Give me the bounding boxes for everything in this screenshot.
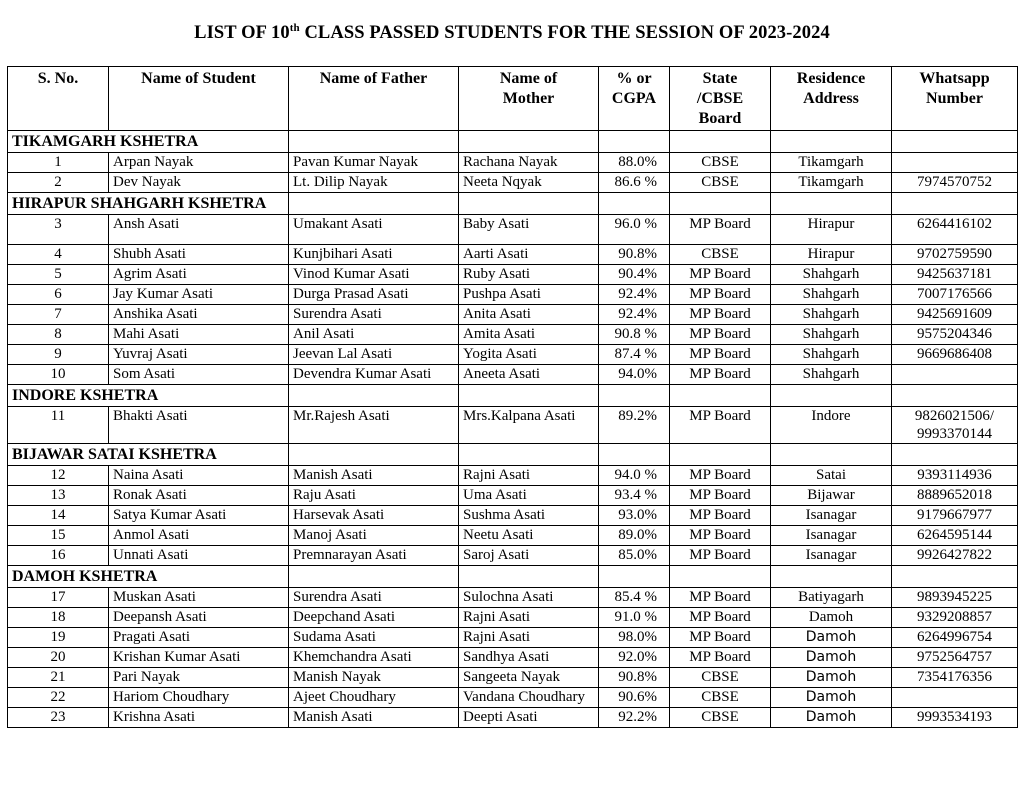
cell-sno: 8 <box>8 325 109 345</box>
students-table <box>7 66 1018 728</box>
table-row <box>8 708 1018 728</box>
cell-mother: Deepti Asati <box>459 708 599 728</box>
cell-whatsapp <box>892 688 1018 708</box>
cell-score: 92.0% <box>599 648 670 668</box>
table-row <box>8 173 1018 193</box>
section-empty-cell <box>670 385 771 407</box>
cell-board: MP Board <box>670 325 771 345</box>
cell-sno: 5 <box>8 265 109 285</box>
cell-mother: Ruby Asati <box>459 265 599 285</box>
cell-mother: Uma Asati <box>459 486 599 506</box>
section-empty-cell <box>599 385 670 407</box>
cell-board: MP Board <box>670 345 771 365</box>
cell-sno: 17 <box>8 588 109 608</box>
cell-address: Shahgarh <box>771 285 892 305</box>
cell-student: Bhakti Asati <box>109 407 289 444</box>
cell-whatsapp: 6264996754 <box>892 628 1018 648</box>
section-empty-cell <box>599 444 670 466</box>
cell-sno: 7 <box>8 305 109 325</box>
cell-board: MP Board <box>670 608 771 628</box>
cell-student: Jay Kumar Asati <box>109 285 289 305</box>
cell-whatsapp: 6264416102 <box>892 215 1018 245</box>
cell-student: Agrim Asati <box>109 265 289 285</box>
cell-father: Devendra Kumar Asati <box>289 365 459 385</box>
header-mother-line2: Mother <box>502 90 555 107</box>
cell-father: Umakant Asati <box>289 215 459 245</box>
table-row <box>8 265 1018 285</box>
cell-mother: Rajni Asati <box>459 466 599 486</box>
section-empty-cell <box>670 566 771 588</box>
cell-whatsapp: 9179667977 <box>892 506 1018 526</box>
cell-student: Pragati Asati <box>109 628 289 648</box>
cell-score: 92.4% <box>599 305 670 325</box>
cell-board: CBSE <box>670 153 771 173</box>
cell-father: Mr.Rajesh Asati <box>289 407 459 444</box>
cell-mother: Rajni Asati <box>459 608 599 628</box>
cell-whatsapp: 9669686408 <box>892 345 1018 365</box>
section-row <box>8 193 1018 215</box>
cell-student: Pari Nayak <box>109 668 289 688</box>
cell-board: MP Board <box>670 526 771 546</box>
table-row <box>8 668 1018 688</box>
cell-whatsapp: 9893945225 <box>892 588 1018 608</box>
cell-score: 88.0% <box>599 153 670 173</box>
cell-address: Shahgarh <box>771 345 892 365</box>
header-student: Name of Student <box>109 67 289 131</box>
cell-board: CBSE <box>670 708 771 728</box>
header-mother <box>459 67 599 131</box>
cell-board: MP Board <box>670 285 771 305</box>
cell-father: Surendra Asati <box>289 305 459 325</box>
header-father: Name of Father <box>289 67 459 131</box>
header-board-line1: State <box>702 70 738 87</box>
section-empty-cell <box>892 193 1018 215</box>
section-empty-cell <box>599 193 670 215</box>
cell-student: Yuvraj Asati <box>109 345 289 365</box>
cell-address: Hirapur <box>771 245 892 265</box>
table-row <box>8 466 1018 486</box>
cell-mother: Aarti Asati <box>459 245 599 265</box>
cell-address: Isanagar <box>771 546 892 566</box>
cell-whatsapp: 7007176566 <box>892 285 1018 305</box>
cell-board: MP Board <box>670 486 771 506</box>
section-empty-cell <box>892 131 1018 153</box>
cell-student: Som Asati <box>109 365 289 385</box>
cell-mother: Sangeeta Nayak <box>459 668 599 688</box>
cell-father: Raju Asati <box>289 486 459 506</box>
table-header-row <box>8 67 1018 131</box>
header-whatsapp <box>892 67 1018 131</box>
cell-student: Naina Asati <box>109 466 289 486</box>
cell-address: Damoh <box>771 708 892 728</box>
section-empty-cell <box>892 385 1018 407</box>
cell-mother: Mrs.Kalpana Asati <box>459 407 599 444</box>
cell-mother: Saroj Asati <box>459 546 599 566</box>
table-row <box>8 628 1018 648</box>
header-mother-line1: Name of <box>499 70 558 87</box>
cell-board: MP Board <box>670 466 771 486</box>
table-row <box>8 608 1018 628</box>
cell-sno: 10 <box>8 365 109 385</box>
cell-father: Surendra Asati <box>289 588 459 608</box>
cell-score: 94.0% <box>599 365 670 385</box>
cell-board: MP Board <box>670 628 771 648</box>
header-board <box>670 67 771 131</box>
table-row <box>8 285 1018 305</box>
section-empty-cell <box>599 566 670 588</box>
cell-sno: 9 <box>8 345 109 365</box>
cell-board: MP Board <box>670 648 771 668</box>
header-whatsapp-line2: Number <box>926 90 983 107</box>
cell-father: Manish Nayak <box>289 668 459 688</box>
cell-whatsapp: 9575204346 <box>892 325 1018 345</box>
cell-sno: 16 <box>8 546 109 566</box>
cell-mother: Baby Asati <box>459 215 599 245</box>
cell-student: Ronak Asati <box>109 486 289 506</box>
cell-score: 85.0% <box>599 546 670 566</box>
cell-board: CBSE <box>670 668 771 688</box>
cell-student: Unnati Asati <box>109 546 289 566</box>
cell-address: Tikamgarh <box>771 153 892 173</box>
cell-father: Durga Prasad Asati <box>289 285 459 305</box>
cell-board: MP Board <box>670 506 771 526</box>
section-empty-cell <box>771 131 892 153</box>
cell-mother: Anita Asati <box>459 305 599 325</box>
table-row <box>8 345 1018 365</box>
cell-board: MP Board <box>670 407 771 444</box>
cell-sno: 4 <box>8 245 109 265</box>
cell-student: Dev Nayak <box>109 173 289 193</box>
cell-father: Deepchand Asati <box>289 608 459 628</box>
cell-father: Vinod Kumar Asati <box>289 265 459 285</box>
cell-score: 91.0 % <box>599 608 670 628</box>
cell-sno: 15 <box>8 526 109 546</box>
section-empty-cell <box>289 131 459 153</box>
table-row <box>8 648 1018 668</box>
table-row <box>8 215 1018 245</box>
cell-sno: 2 <box>8 173 109 193</box>
cell-mother: Rachana Nayak <box>459 153 599 173</box>
section-empty-cell <box>459 566 599 588</box>
cell-sno: 13 <box>8 486 109 506</box>
cell-sno: 6 <box>8 285 109 305</box>
cell-score: 98.0% <box>599 628 670 648</box>
cell-father: Manish Asati <box>289 708 459 728</box>
table-row <box>8 526 1018 546</box>
section-row <box>8 444 1018 466</box>
cell-board: MP Board <box>670 215 771 245</box>
cell-address: Damoh <box>771 628 892 648</box>
cell-mother: Vandana Choudhary <box>459 688 599 708</box>
table-row <box>8 365 1018 385</box>
cell-mother: Sushma Asati <box>459 506 599 526</box>
cell-score: 90.6% <box>599 688 670 708</box>
section-empty-cell <box>892 444 1018 466</box>
table-row <box>8 407 1018 444</box>
cell-sno: 23 <box>8 708 109 728</box>
cell-mother: Aneeta Asati <box>459 365 599 385</box>
section-empty-cell <box>771 444 892 466</box>
cell-whatsapp: 9993534193 <box>892 708 1018 728</box>
cell-father: Anil Asati <box>289 325 459 345</box>
cell-score: 93.0% <box>599 506 670 526</box>
cell-board: CBSE <box>670 173 771 193</box>
cell-student: Anshika Asati <box>109 305 289 325</box>
section-empty-cell <box>459 385 599 407</box>
section-empty-cell <box>289 566 459 588</box>
cell-father: Sudama Asati <box>289 628 459 648</box>
section-name: INDORE KSHETRA <box>8 385 289 407</box>
cell-sno: 21 <box>8 668 109 688</box>
cell-student: Arpan Nayak <box>109 153 289 173</box>
cell-sno: 12 <box>8 466 109 486</box>
cell-score: 90.4% <box>599 265 670 285</box>
table-row <box>8 486 1018 506</box>
cell-board: CBSE <box>670 688 771 708</box>
cell-sno: 19 <box>8 628 109 648</box>
cell-address: Damoh <box>771 668 892 688</box>
cell-mother: Yogita Asati <box>459 345 599 365</box>
title-superscript: th <box>289 22 300 34</box>
cell-father: Kunjbihari Asati <box>289 245 459 265</box>
cell-board: CBSE <box>670 245 771 265</box>
cell-score: 85.4 % <box>599 588 670 608</box>
section-name: BIJAWAR SATAI KSHETRA <box>8 444 289 466</box>
cell-address: Shahgarh <box>771 325 892 345</box>
section-empty-cell <box>670 444 771 466</box>
cell-address: Shahgarh <box>771 365 892 385</box>
section-empty-cell <box>289 193 459 215</box>
cell-mother: Pushpa Asati <box>459 285 599 305</box>
cell-student: Anmol Asati <box>109 526 289 546</box>
cell-mother: Amita Asati <box>459 325 599 345</box>
cell-address: Shahgarh <box>771 265 892 285</box>
cell-whatsapp: 9393114936 <box>892 466 1018 486</box>
cell-score: 89.0% <box>599 526 670 546</box>
cell-score: 90.8 % <box>599 325 670 345</box>
cell-whatsapp: 9425637181 <box>892 265 1018 285</box>
cell-father: Khemchandra Asati <box>289 648 459 668</box>
cell-sno: 1 <box>8 153 109 173</box>
cell-student: Krishan Kumar Asati <box>109 648 289 668</box>
cell-whatsapp: 8889652018 <box>892 486 1018 506</box>
cell-whatsapp: 9752564757 <box>892 648 1018 668</box>
cell-father: Jeevan Lal Asati <box>289 345 459 365</box>
section-row <box>8 566 1018 588</box>
cell-score: 96.0 % <box>599 215 670 245</box>
cell-whatsapp <box>892 365 1018 385</box>
cell-student: Krishna Asati <box>109 708 289 728</box>
header-cgpa-line1: % or <box>616 70 652 87</box>
section-empty-cell <box>459 444 599 466</box>
section-empty-cell <box>289 444 459 466</box>
cell-mother: Neeta Nqyak <box>459 173 599 193</box>
cell-board: MP Board <box>670 588 771 608</box>
cell-address: Shahgarh <box>771 305 892 325</box>
cell-score: 92.2% <box>599 708 670 728</box>
header-whatsapp-line1: Whatsapp <box>919 70 990 87</box>
cell-student: Hariom Choudhary <box>109 688 289 708</box>
header-address-line2: Address <box>803 90 859 107</box>
cell-score: 94.0 % <box>599 466 670 486</box>
cell-sno: 20 <box>8 648 109 668</box>
cell-sno: 11 <box>8 407 109 444</box>
cell-mother: Sandhya Asati <box>459 648 599 668</box>
cell-whatsapp: 9826021506/ 9993370144 <box>892 407 1018 444</box>
cell-father: Manoj Asati <box>289 526 459 546</box>
title-prefix: LIST OF 10 <box>194 23 290 44</box>
cell-board: MP Board <box>670 265 771 285</box>
cell-score: 87.4 % <box>599 345 670 365</box>
cell-mother: Rajni Asati <box>459 628 599 648</box>
header-address-line1: Residence <box>796 70 866 87</box>
cell-student: Satya Kumar Asati <box>109 506 289 526</box>
cell-father: Manish Asati <box>289 466 459 486</box>
cell-sno: 14 <box>8 506 109 526</box>
table-row <box>8 325 1018 345</box>
cell-address: Isanagar <box>771 506 892 526</box>
section-empty-cell <box>599 131 670 153</box>
cell-father: Pavan Kumar Nayak <box>289 153 459 173</box>
cell-sno: 3 <box>8 215 109 245</box>
table-row <box>8 588 1018 608</box>
header-board-line3: Board <box>698 110 742 127</box>
cell-score: 89.2% <box>599 407 670 444</box>
page-title <box>0 22 1024 44</box>
cell-sno: 18 <box>8 608 109 628</box>
section-empty-cell <box>892 566 1018 588</box>
cell-whatsapp: 7354176356 <box>892 668 1018 688</box>
header-cgpa <box>599 67 670 131</box>
section-row <box>8 131 1018 153</box>
cell-whatsapp: 9329208857 <box>892 608 1018 628</box>
section-empty-cell <box>771 566 892 588</box>
cell-address: Damoh <box>771 688 892 708</box>
cell-sno: 22 <box>8 688 109 708</box>
cell-father: Lt. Dilip Nayak <box>289 173 459 193</box>
table-row <box>8 688 1018 708</box>
cell-father: Ajeet Choudhary <box>289 688 459 708</box>
cell-address: Bijawar <box>771 486 892 506</box>
section-name: TIKAMGARH KSHETRA <box>8 131 289 153</box>
section-row <box>8 385 1018 407</box>
table-row <box>8 506 1018 526</box>
header-cgpa-line2: CGPA <box>611 90 657 107</box>
cell-whatsapp: 6264595144 <box>892 526 1018 546</box>
section-name: DAMOH KSHETRA <box>8 566 289 588</box>
cell-address: Isanagar <box>771 526 892 546</box>
cell-board: MP Board <box>670 546 771 566</box>
table-row <box>8 305 1018 325</box>
section-name: HIRAPUR SHAHGARH KSHETRA <box>8 193 289 215</box>
section-empty-cell <box>670 193 771 215</box>
cell-whatsapp: 7974570752 <box>892 173 1018 193</box>
cell-score: 90.8% <box>599 668 670 688</box>
section-empty-cell <box>670 131 771 153</box>
table-row <box>8 245 1018 265</box>
cell-address: Hirapur <box>771 215 892 245</box>
cell-board: MP Board <box>670 365 771 385</box>
cell-student: Mahi Asati <box>109 325 289 345</box>
cell-address: Satai <box>771 466 892 486</box>
header-sno: S. No. <box>8 67 109 131</box>
section-empty-cell <box>771 385 892 407</box>
cell-mother: Sulochna Asati <box>459 588 599 608</box>
cell-address: Damoh <box>771 648 892 668</box>
section-empty-cell <box>289 385 459 407</box>
header-board-line2: /CBSE <box>696 90 744 107</box>
cell-whatsapp: 9702759590 <box>892 245 1018 265</box>
table-row <box>8 153 1018 173</box>
table-row <box>8 546 1018 566</box>
cell-student: Ansh Asati <box>109 215 289 245</box>
cell-score: 93.4 % <box>599 486 670 506</box>
title-suffix: CLASS PASSED STUDENTS FOR THE SESSION OF 2023-2024 <box>299 23 830 44</box>
cell-whatsapp: 9425691609 <box>892 305 1018 325</box>
cell-student: Muskan Asati <box>109 588 289 608</box>
cell-score: 86.6 % <box>599 173 670 193</box>
section-empty-cell <box>459 193 599 215</box>
cell-address: Tikamgarh <box>771 173 892 193</box>
cell-mother: Neetu Asati <box>459 526 599 546</box>
section-empty-cell <box>459 131 599 153</box>
cell-whatsapp <box>892 153 1018 173</box>
cell-score: 90.8% <box>599 245 670 265</box>
cell-father: Harsevak Asati <box>289 506 459 526</box>
cell-address: Damoh <box>771 608 892 628</box>
header-address <box>771 67 892 131</box>
cell-score: 92.4% <box>599 285 670 305</box>
table-body <box>8 131 1018 728</box>
section-empty-cell <box>771 193 892 215</box>
cell-board: MP Board <box>670 305 771 325</box>
cell-student: Deepansh Asati <box>109 608 289 628</box>
cell-father: Premnarayan Asati <box>289 546 459 566</box>
cell-student: Shubh Asati <box>109 245 289 265</box>
cell-address: Indore <box>771 407 892 444</box>
cell-whatsapp: 9926427822 <box>892 546 1018 566</box>
cell-address: Batiyagarh <box>771 588 892 608</box>
